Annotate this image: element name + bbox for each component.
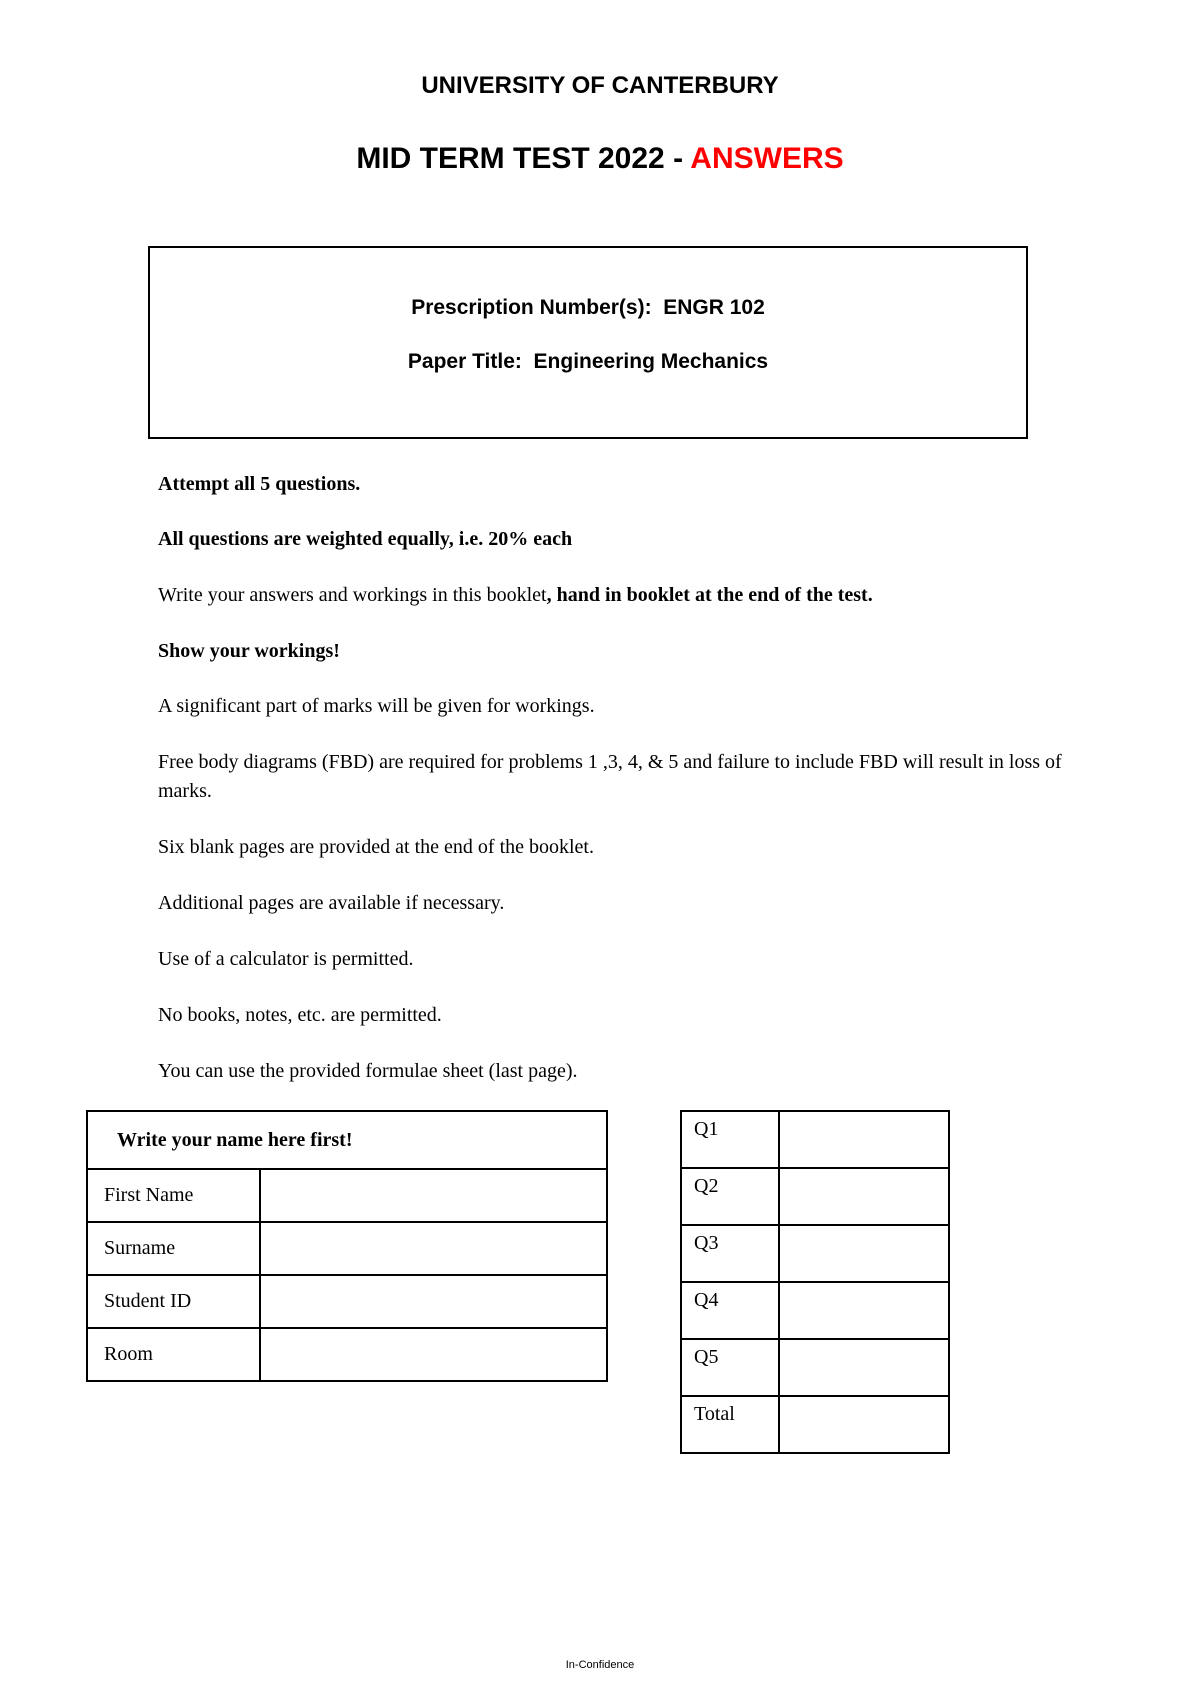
score-label-total: Total [681, 1396, 779, 1453]
instruction-fbd: Free body diagrams (FBD) are required for problems 1 ,3, 4, & 5 and failure to include FBD will result in loss of marks. [158, 751, 1062, 802]
first-name-label: First Name [87, 1169, 260, 1222]
instruction-additional: Additional pages are available if necessary. [158, 892, 505, 914]
paper-title-line [150, 350, 1026, 374]
score-label-q1: Q1 [681, 1111, 779, 1168]
prescription-label: Prescription Number(s): [411, 296, 652, 319]
surname-label: Surname [87, 1222, 260, 1275]
paper-title-value: Engineering Mechanics [533, 350, 769, 373]
student-details-table [86, 1110, 608, 1382]
instruction-blank-pages: Six blank pages are provided at the end of the booklet. [158, 836, 594, 858]
room-label: Room [87, 1328, 260, 1381]
instruction-no-books: No books, notes, etc. are permitted. [158, 1004, 442, 1026]
instruction-attempt: Attempt all 5 questions. [158, 473, 361, 495]
score-field-q1[interactable] [779, 1111, 949, 1168]
score-label-q2: Q2 [681, 1168, 779, 1225]
room-field[interactable] [260, 1328, 607, 1381]
score-field-q4[interactable] [779, 1282, 949, 1339]
surname-field[interactable] [260, 1222, 607, 1275]
university-name: UNIVERSITY OF CANTERBURY [421, 72, 779, 99]
instruction-write [158, 581, 1118, 610]
paper-info-box [148, 246, 1028, 439]
test-title-answers: ANSWERS [690, 142, 844, 175]
confidentiality-footer: In-Confidence [565, 1659, 635, 1671]
instruction-show: Show your workings! [158, 640, 340, 662]
name-table-header: Write your name here first! [87, 1111, 607, 1169]
score-label-q5: Q5 [681, 1339, 779, 1396]
first-name-field[interactable] [260, 1169, 607, 1222]
instruction-formulae: You can use the provided formulae sheet (last page). [158, 1060, 578, 1082]
test-title-main: MID TERM TEST 2022 - [356, 142, 691, 175]
student-id-label: Student ID [87, 1275, 260, 1328]
score-label-q3: Q3 [681, 1225, 779, 1282]
student-id-field[interactable] [260, 1275, 607, 1328]
prescription-value: ENGR 102 [663, 296, 765, 319]
instruction-calculator: Use of a calculator is permitted. [158, 948, 414, 970]
instruction-marks: A significant part of marks will be given for workings. [158, 695, 595, 717]
score-field-q3[interactable] [779, 1225, 949, 1282]
instruction-write-bold: , hand in booklet at the end of the test. [546, 584, 873, 606]
score-field-q2[interactable] [779, 1168, 949, 1225]
score-field-q5[interactable] [779, 1339, 949, 1396]
prescription-line [150, 296, 1026, 320]
test-title [0, 142, 1200, 176]
score-table [680, 1110, 950, 1454]
score-field-total[interactable] [779, 1396, 949, 1453]
instruction-weighting: All questions are weighted equally, i.e. 20% each [158, 528, 573, 550]
score-label-q4: Q4 [681, 1282, 779, 1339]
paper-title-label: Paper Title: [407, 350, 522, 373]
instruction-write-plain: Write your answers and workings in this booklet [158, 584, 547, 606]
